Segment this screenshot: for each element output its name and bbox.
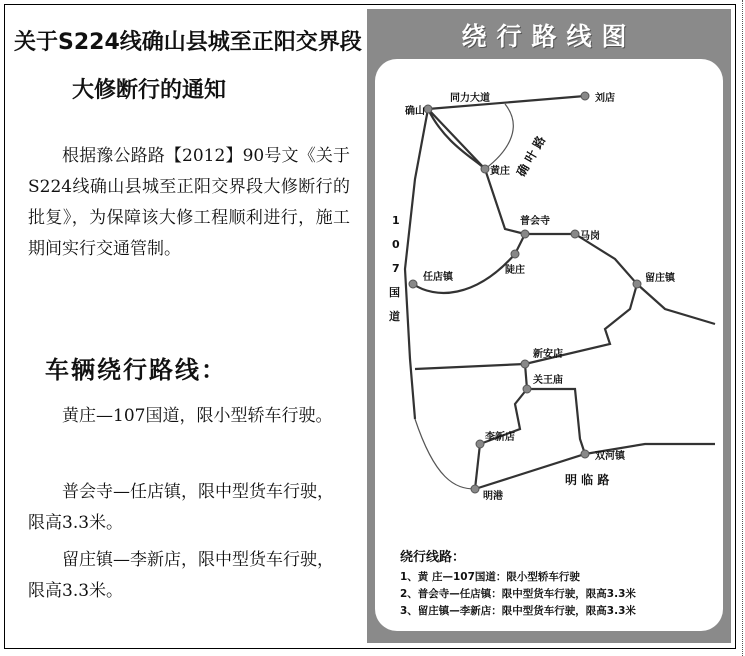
road-liuzhuang-east xyxy=(637,284,715,324)
label-rendian: 任店镇 xyxy=(423,272,453,283)
road-lixin-south xyxy=(475,444,480,489)
label-xinan: 新安店 xyxy=(533,349,563,360)
node-xinan xyxy=(521,360,529,368)
node-lixin xyxy=(476,440,484,448)
node-shuanghe xyxy=(581,450,589,458)
legend-item-1: 1、黄 庄—107国道：限小型轿车行驶 xyxy=(400,571,580,583)
notice-text-column xyxy=(8,10,360,640)
roads xyxy=(405,96,715,489)
detour-map-panel xyxy=(367,9,731,643)
label-tuozhuang: 陡庄 xyxy=(505,265,525,276)
node-liudian xyxy=(581,92,589,100)
label-tongli: 同力大道 xyxy=(450,93,490,104)
label-liuzhuang: 留庄镇 xyxy=(645,273,675,284)
notice-body: 根据豫公路路【2012】90号文《关于S224线确山县城至正阳交界段大修断行的批复》，为保障该大修工程顺利进行，施工期间实行交通管制。 xyxy=(28,146,350,259)
label-minglin-road: 明 临 路 xyxy=(565,473,610,487)
route-item-2: 普会寺—任店镇，限中型货车行驶，限高3.3米。 xyxy=(28,482,334,533)
node-puhuisi xyxy=(521,230,529,238)
map-card xyxy=(375,59,723,631)
node-mingang xyxy=(471,485,479,493)
road-xinan-west xyxy=(415,364,525,369)
label-liudian: 刘店 xyxy=(595,93,615,104)
label-queye-road: 确 叶 路 xyxy=(513,133,549,180)
map-legend xyxy=(400,549,636,620)
legend-item-2: 2、普会寺—任店镇：限中型货车行驶，限高3.3米 xyxy=(400,588,636,600)
label-huangzhuang: 黄庄 xyxy=(490,166,510,177)
road-queshan-south xyxy=(405,109,428,419)
guodao-char-2: 0 xyxy=(392,238,400,251)
route-item-1: 黄庄—107国道，限小型轿车行驶。 xyxy=(62,406,333,426)
guodao-char-4: 国 xyxy=(389,286,400,299)
label-guanwang: 关王庙 xyxy=(533,375,563,386)
road-huangzhuang-puhuisi xyxy=(485,169,525,234)
label-maxu: 马岗 xyxy=(580,231,600,242)
node-huangzhuang xyxy=(481,165,489,173)
label-lixin: 李新店 xyxy=(485,432,515,443)
map-title: 绕行路线图 xyxy=(461,22,637,51)
legend-heading: 绕行线路： xyxy=(400,550,466,565)
label-puhuisi: 普会寺 xyxy=(520,216,550,227)
label-queshan: 确山 xyxy=(405,106,425,117)
title-line-2: 大修断行的通知 xyxy=(72,78,227,103)
node-rendian xyxy=(409,280,417,288)
guodao-char-5: 道 xyxy=(389,310,400,323)
label-mingang: 明港 xyxy=(483,491,503,502)
node-tuozhuang xyxy=(511,250,519,258)
node-guanwang xyxy=(523,385,531,393)
guodao-107-label xyxy=(389,214,400,323)
routes-heading: 车辆绕行路线： xyxy=(45,356,227,384)
route-item-3: 留庄镇—李新店，限中型货车行驶，限高3.3米。 xyxy=(28,550,334,601)
cut-line xyxy=(742,0,743,656)
node-maxu xyxy=(571,230,579,238)
node-queshan xyxy=(424,105,432,113)
legend-item-3: 3、留庄镇—李新店：限中型货车行驶，限高3.3米 xyxy=(400,605,636,617)
guodao-char-1: 1 xyxy=(392,214,400,227)
arc-south xyxy=(415,419,475,489)
place-labels xyxy=(405,91,676,502)
road-map xyxy=(375,59,723,539)
road-queshan-huangzhuang xyxy=(428,109,485,169)
node-liuzhuang xyxy=(633,280,641,288)
title-line-1: 关于S224线确山县城至正阳交界段 xyxy=(14,30,362,55)
arc-tongli xyxy=(485,104,513,169)
guodao-char-3: 7 xyxy=(392,262,400,275)
road-guanwang-east xyxy=(527,389,585,454)
label-shuanghe: 双河镇 xyxy=(595,451,625,462)
